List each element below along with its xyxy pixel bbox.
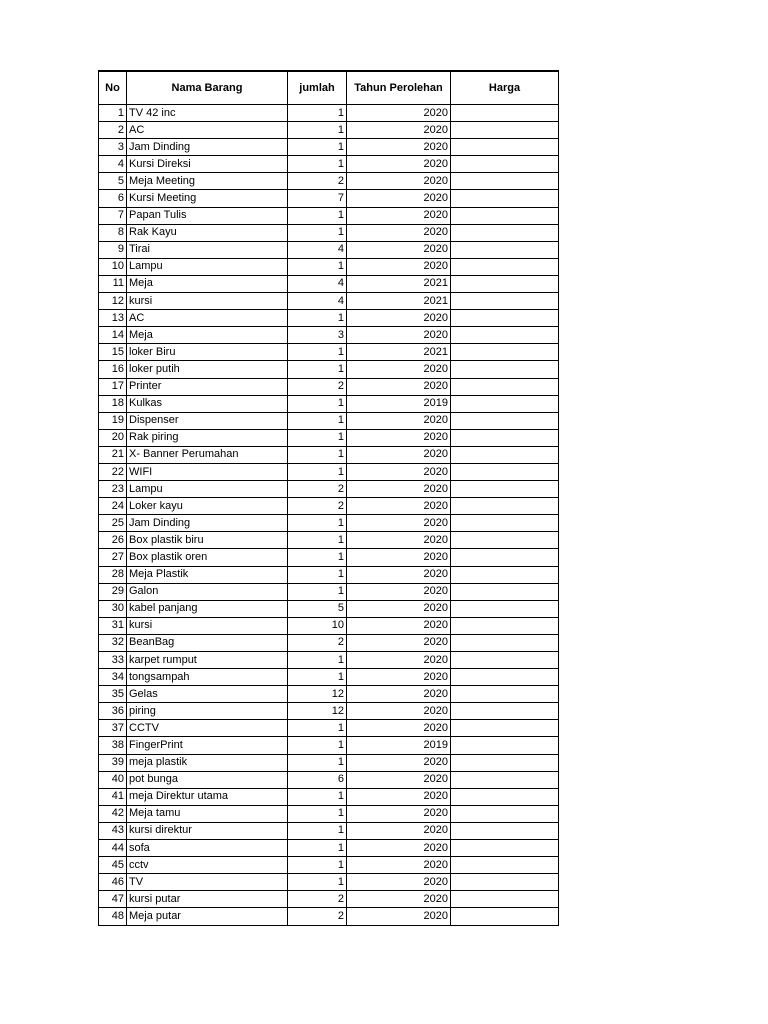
- cell-quantity: 2: [288, 173, 347, 190]
- table-row: [99, 600, 559, 617]
- cell-no: 17: [99, 378, 127, 395]
- header-item-name: Nama Barang: [127, 71, 288, 105]
- cell-no: 32: [99, 634, 127, 651]
- header-acquisition-year: Tahun Perolehan: [347, 71, 451, 105]
- cell-item-name: Kursi Direksi: [127, 156, 288, 173]
- cell-price: [451, 891, 559, 908]
- cell-no: 22: [99, 463, 127, 480]
- cell-quantity: 1: [288, 805, 347, 822]
- cell-acquisition-year: 2020: [347, 310, 451, 327]
- cell-quantity: 1: [288, 344, 347, 361]
- cell-item-name: Box plastik oren: [127, 549, 288, 566]
- cell-no: 10: [99, 258, 127, 275]
- cell-acquisition-year: 2020: [347, 583, 451, 600]
- cell-item-name: meja plastik: [127, 754, 288, 771]
- cell-no: 47: [99, 891, 127, 908]
- cell-item-name: X- Banner Perumahan: [127, 446, 288, 463]
- table-row: [99, 173, 559, 190]
- cell-no: 40: [99, 771, 127, 788]
- cell-acquisition-year: 2020: [347, 549, 451, 566]
- cell-no: 4: [99, 156, 127, 173]
- table-row: [99, 703, 559, 720]
- cell-acquisition-year: 2020: [347, 617, 451, 634]
- cell-quantity: 12: [288, 686, 347, 703]
- cell-item-name: Jam Dinding: [127, 139, 288, 156]
- cell-item-name: Meja: [127, 275, 288, 292]
- cell-no: 31: [99, 617, 127, 634]
- cell-quantity: 10: [288, 617, 347, 634]
- cell-price: [451, 378, 559, 395]
- cell-no: 8: [99, 224, 127, 241]
- cell-price: [451, 412, 559, 429]
- cell-price: [451, 549, 559, 566]
- cell-no: 19: [99, 412, 127, 429]
- cell-no: 24: [99, 498, 127, 515]
- table-row: [99, 652, 559, 669]
- cell-no: 42: [99, 805, 127, 822]
- cell-no: 21: [99, 446, 127, 463]
- cell-acquisition-year: 2020: [347, 754, 451, 771]
- cell-item-name: WIFI: [127, 463, 288, 480]
- cell-item-name: Lampu: [127, 258, 288, 275]
- table-row: [99, 754, 559, 771]
- table-row: [99, 429, 559, 446]
- cell-item-name: Rak Kayu: [127, 224, 288, 241]
- cell-no: 14: [99, 327, 127, 344]
- cell-price: [451, 310, 559, 327]
- cell-no: 7: [99, 207, 127, 224]
- table-row: [99, 908, 559, 925]
- cell-acquisition-year: 2020: [347, 190, 451, 207]
- cell-quantity: 1: [288, 840, 347, 857]
- table-row: [99, 293, 559, 310]
- cell-acquisition-year: 2020: [347, 241, 451, 258]
- cell-price: [451, 857, 559, 874]
- cell-quantity: 1: [288, 224, 347, 241]
- cell-no: 12: [99, 293, 127, 310]
- cell-quantity: 1: [288, 822, 347, 839]
- cell-item-name: Meja tamu: [127, 805, 288, 822]
- cell-no: 9: [99, 241, 127, 258]
- table-row: [99, 395, 559, 412]
- cell-acquisition-year: 2019: [347, 395, 451, 412]
- table-row: [99, 583, 559, 600]
- cell-price: [451, 105, 559, 122]
- cell-quantity: 1: [288, 446, 347, 463]
- cell-quantity: 1: [288, 139, 347, 156]
- cell-no: 30: [99, 600, 127, 617]
- cell-acquisition-year: 2020: [347, 822, 451, 839]
- cell-no: 27: [99, 549, 127, 566]
- header-no: No: [99, 71, 127, 105]
- table-row: [99, 532, 559, 549]
- table-row: [99, 105, 559, 122]
- cell-price: [451, 874, 559, 891]
- cell-acquisition-year: 2020: [347, 686, 451, 703]
- cell-item-name: Printer: [127, 378, 288, 395]
- cell-price: [451, 190, 559, 207]
- cell-price: [451, 515, 559, 532]
- cell-quantity: 1: [288, 156, 347, 173]
- table-row: [99, 327, 559, 344]
- cell-no: 11: [99, 275, 127, 292]
- cell-price: [451, 498, 559, 515]
- cell-acquisition-year: 2020: [347, 139, 451, 156]
- cell-quantity: 1: [288, 395, 347, 412]
- cell-item-name: Lampu: [127, 481, 288, 498]
- cell-price: [451, 737, 559, 754]
- cell-acquisition-year: 2020: [347, 891, 451, 908]
- cell-quantity: 1: [288, 874, 347, 891]
- cell-price: [451, 686, 559, 703]
- cell-price: [451, 840, 559, 857]
- cell-no: 5: [99, 173, 127, 190]
- cell-no: 34: [99, 669, 127, 686]
- cell-quantity: 1: [288, 463, 347, 480]
- cell-quantity: 1: [288, 310, 347, 327]
- cell-item-name: TV: [127, 874, 288, 891]
- table-row: [99, 566, 559, 583]
- cell-quantity: 1: [288, 429, 347, 446]
- header-quantity: jumlah: [288, 71, 347, 105]
- cell-quantity: 1: [288, 361, 347, 378]
- table-row: [99, 241, 559, 258]
- cell-quantity: 1: [288, 207, 347, 224]
- cell-no: 36: [99, 703, 127, 720]
- table-row: [99, 207, 559, 224]
- table-row: [99, 669, 559, 686]
- cell-item-name: kursi: [127, 293, 288, 310]
- inventory-table: [98, 70, 559, 926]
- cell-acquisition-year: 2020: [347, 634, 451, 651]
- cell-quantity: 2: [288, 378, 347, 395]
- table-row: [99, 258, 559, 275]
- cell-price: [451, 669, 559, 686]
- cell-quantity: 1: [288, 515, 347, 532]
- cell-item-name: Kursi Meeting: [127, 190, 288, 207]
- cell-price: [451, 275, 559, 292]
- cell-item-name: Rak piring: [127, 429, 288, 446]
- table-row: [99, 874, 559, 891]
- cell-quantity: 1: [288, 566, 347, 583]
- cell-item-name: AC: [127, 122, 288, 139]
- table-row: [99, 822, 559, 839]
- table-row: [99, 463, 559, 480]
- table-row: [99, 378, 559, 395]
- cell-acquisition-year: 2020: [347, 771, 451, 788]
- cell-item-name: kursi putar: [127, 891, 288, 908]
- table-row: [99, 857, 559, 874]
- cell-quantity: 1: [288, 857, 347, 874]
- cell-price: [451, 634, 559, 651]
- cell-price: [451, 293, 559, 310]
- cell-quantity: 1: [288, 532, 347, 549]
- cell-item-name: Dispenser: [127, 412, 288, 429]
- cell-quantity: 1: [288, 720, 347, 737]
- cell-acquisition-year: 2020: [347, 908, 451, 925]
- cell-quantity: 4: [288, 275, 347, 292]
- cell-acquisition-year: 2020: [347, 788, 451, 805]
- cell-acquisition-year: 2020: [347, 652, 451, 669]
- cell-acquisition-year: 2020: [347, 224, 451, 241]
- cell-no: 38: [99, 737, 127, 754]
- cell-acquisition-year: 2020: [347, 446, 451, 463]
- cell-acquisition-year: 2020: [347, 378, 451, 395]
- cell-quantity: 1: [288, 412, 347, 429]
- cell-acquisition-year: 2020: [347, 805, 451, 822]
- cell-quantity: 6: [288, 771, 347, 788]
- cell-acquisition-year: 2020: [347, 207, 451, 224]
- cell-price: [451, 446, 559, 463]
- cell-acquisition-year: 2020: [347, 703, 451, 720]
- table-row: [99, 156, 559, 173]
- cell-quantity: 2: [288, 908, 347, 925]
- cell-item-name: TV 42 inc: [127, 105, 288, 122]
- table-row: [99, 617, 559, 634]
- cell-price: [451, 156, 559, 173]
- cell-acquisition-year: 2020: [347, 412, 451, 429]
- cell-no: 37: [99, 720, 127, 737]
- cell-price: [451, 173, 559, 190]
- cell-price: [451, 224, 559, 241]
- cell-acquisition-year: 2020: [347, 429, 451, 446]
- table-row: [99, 361, 559, 378]
- cell-price: [451, 703, 559, 720]
- table-row: [99, 310, 559, 327]
- cell-acquisition-year: 2020: [347, 566, 451, 583]
- cell-acquisition-year: 2021: [347, 344, 451, 361]
- cell-price: [451, 617, 559, 634]
- cell-no: 45: [99, 857, 127, 874]
- cell-item-name: Tirai: [127, 241, 288, 258]
- inventory-sheet: [98, 70, 559, 926]
- table-row: [99, 686, 559, 703]
- cell-item-name: kursi direktur: [127, 822, 288, 839]
- table-body: [99, 105, 559, 926]
- cell-item-name: Box plastik biru: [127, 532, 288, 549]
- table-row: [99, 737, 559, 754]
- cell-item-name: AC: [127, 310, 288, 327]
- cell-quantity: 1: [288, 583, 347, 600]
- cell-price: [451, 822, 559, 839]
- cell-quantity: 2: [288, 634, 347, 651]
- cell-item-name: kabel panjang: [127, 600, 288, 617]
- cell-no: 39: [99, 754, 127, 771]
- table-row: [99, 720, 559, 737]
- cell-acquisition-year: 2021: [347, 293, 451, 310]
- cell-price: [451, 481, 559, 498]
- cell-item-name: Meja Plastik: [127, 566, 288, 583]
- cell-item-name: Galon: [127, 583, 288, 600]
- cell-no: 43: [99, 822, 127, 839]
- cell-item-name: sofa: [127, 840, 288, 857]
- cell-price: [451, 566, 559, 583]
- table-row: [99, 549, 559, 566]
- cell-item-name: BeanBag: [127, 634, 288, 651]
- cell-acquisition-year: 2020: [347, 600, 451, 617]
- cell-price: [451, 788, 559, 805]
- cell-price: [451, 122, 559, 139]
- table-row: [99, 891, 559, 908]
- cell-item-name: Jam Dinding: [127, 515, 288, 532]
- table-row: [99, 481, 559, 498]
- cell-no: 16: [99, 361, 127, 378]
- table-row: [99, 446, 559, 463]
- cell-item-name: Papan Tulis: [127, 207, 288, 224]
- cell-no: 28: [99, 566, 127, 583]
- cell-item-name: Gelas: [127, 686, 288, 703]
- cell-quantity: 1: [288, 737, 347, 754]
- cell-no: 46: [99, 874, 127, 891]
- cell-price: [451, 583, 559, 600]
- cell-price: [451, 754, 559, 771]
- cell-acquisition-year: 2020: [347, 720, 451, 737]
- cell-price: [451, 395, 559, 412]
- cell-price: [451, 139, 559, 156]
- cell-acquisition-year: 2019: [347, 737, 451, 754]
- table-header-row: [99, 71, 559, 105]
- cell-no: 15: [99, 344, 127, 361]
- cell-acquisition-year: 2020: [347, 515, 451, 532]
- cell-price: [451, 463, 559, 480]
- cell-item-name: Meja putar: [127, 908, 288, 925]
- cell-no: 23: [99, 481, 127, 498]
- cell-acquisition-year: 2020: [347, 840, 451, 857]
- cell-price: [451, 532, 559, 549]
- cell-acquisition-year: 2020: [347, 481, 451, 498]
- cell-quantity: 4: [288, 293, 347, 310]
- table-row: [99, 344, 559, 361]
- cell-price: [451, 241, 559, 258]
- cell-no: 48: [99, 908, 127, 925]
- table-row: [99, 771, 559, 788]
- cell-quantity: 1: [288, 788, 347, 805]
- cell-acquisition-year: 2020: [347, 532, 451, 549]
- cell-no: 35: [99, 686, 127, 703]
- table-row: [99, 139, 559, 156]
- cell-price: [451, 771, 559, 788]
- cell-item-name: Loker kayu: [127, 498, 288, 515]
- cell-no: 20: [99, 429, 127, 446]
- cell-no: 3: [99, 139, 127, 156]
- cell-acquisition-year: 2020: [347, 463, 451, 480]
- table-row: [99, 788, 559, 805]
- cell-no: 2: [99, 122, 127, 139]
- cell-item-name: Meja: [127, 327, 288, 344]
- cell-price: [451, 600, 559, 617]
- cell-acquisition-year: 2020: [347, 173, 451, 190]
- cell-quantity: 1: [288, 652, 347, 669]
- cell-quantity: 5: [288, 600, 347, 617]
- table-row: [99, 515, 559, 532]
- cell-no: 13: [99, 310, 127, 327]
- cell-item-name: kursi: [127, 617, 288, 634]
- table-row: [99, 634, 559, 651]
- cell-quantity: 1: [288, 754, 347, 771]
- cell-no: 44: [99, 840, 127, 857]
- table-row: [99, 498, 559, 515]
- cell-quantity: 1: [288, 105, 347, 122]
- cell-acquisition-year: 2020: [347, 361, 451, 378]
- cell-item-name: pot bunga: [127, 771, 288, 788]
- cell-acquisition-year: 2020: [347, 105, 451, 122]
- cell-acquisition-year: 2020: [347, 258, 451, 275]
- cell-price: [451, 258, 559, 275]
- cell-acquisition-year: 2020: [347, 498, 451, 515]
- table-row: [99, 190, 559, 207]
- table-row: [99, 805, 559, 822]
- cell-price: [451, 652, 559, 669]
- cell-item-name: FingerPrint: [127, 737, 288, 754]
- cell-price: [451, 344, 559, 361]
- cell-price: [451, 720, 559, 737]
- cell-item-name: meja Direktur utama: [127, 788, 288, 805]
- cell-quantity: 12: [288, 703, 347, 720]
- cell-quantity: 1: [288, 549, 347, 566]
- cell-acquisition-year: 2020: [347, 874, 451, 891]
- cell-price: [451, 361, 559, 378]
- cell-no: 1: [99, 105, 127, 122]
- cell-item-name: loker putih: [127, 361, 288, 378]
- cell-item-name: loker Biru: [127, 344, 288, 361]
- table-row: [99, 840, 559, 857]
- cell-quantity: 4: [288, 241, 347, 258]
- table-row: [99, 122, 559, 139]
- cell-no: 18: [99, 395, 127, 412]
- cell-price: [451, 908, 559, 925]
- cell-quantity: 3: [288, 327, 347, 344]
- cell-acquisition-year: 2021: [347, 275, 451, 292]
- cell-no: 29: [99, 583, 127, 600]
- cell-quantity: 7: [288, 190, 347, 207]
- cell-price: [451, 327, 559, 344]
- cell-item-name: karpet rumput: [127, 652, 288, 669]
- cell-item-name: cctv: [127, 857, 288, 874]
- cell-no: 6: [99, 190, 127, 207]
- cell-acquisition-year: 2020: [347, 122, 451, 139]
- cell-acquisition-year: 2020: [347, 327, 451, 344]
- cell-quantity: 1: [288, 669, 347, 686]
- cell-quantity: 2: [288, 498, 347, 515]
- header-price: Harga: [451, 71, 559, 105]
- cell-acquisition-year: 2020: [347, 669, 451, 686]
- cell-quantity: 2: [288, 891, 347, 908]
- cell-item-name: piring: [127, 703, 288, 720]
- table-row: [99, 224, 559, 241]
- cell-item-name: Kulkas: [127, 395, 288, 412]
- cell-price: [451, 207, 559, 224]
- cell-no: 25: [99, 515, 127, 532]
- cell-no: 41: [99, 788, 127, 805]
- cell-item-name: Meja Meeting: [127, 173, 288, 190]
- cell-quantity: 1: [288, 258, 347, 275]
- cell-price: [451, 429, 559, 446]
- cell-item-name: CCTV: [127, 720, 288, 737]
- cell-quantity: 2: [288, 481, 347, 498]
- table-row: [99, 412, 559, 429]
- table-row: [99, 275, 559, 292]
- cell-no: 33: [99, 652, 127, 669]
- cell-item-name: tongsampah: [127, 669, 288, 686]
- cell-price: [451, 805, 559, 822]
- cell-acquisition-year: 2020: [347, 857, 451, 874]
- cell-no: 26: [99, 532, 127, 549]
- cell-quantity: 1: [288, 122, 347, 139]
- cell-acquisition-year: 2020: [347, 156, 451, 173]
